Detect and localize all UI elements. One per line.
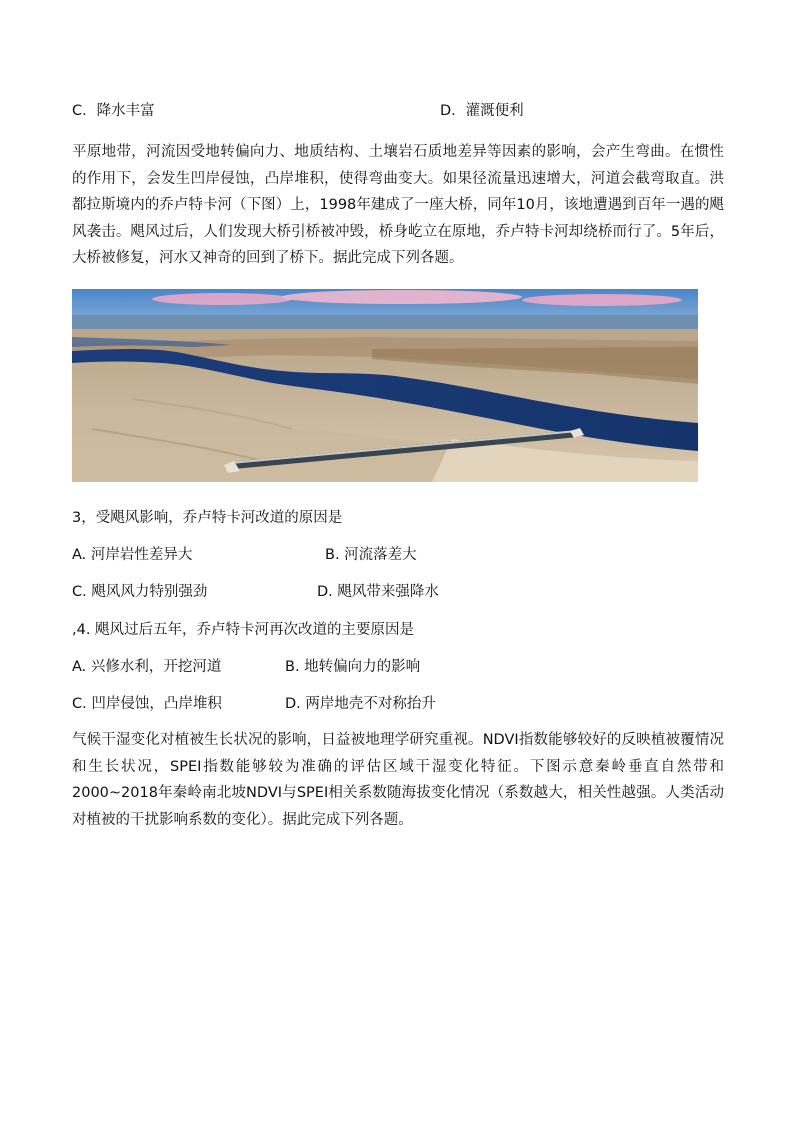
- q4-stem: ,4. 飓风过后五年，乔卢特卡河再次改道的主要原因是: [72, 622, 415, 638]
- river-bridge-photo: [72, 289, 698, 482]
- q2-option-d: D．灌溉便利: [440, 103, 524, 119]
- river-bridge-illustration: [72, 289, 698, 482]
- q4-option-c: C. 凹岸侵蚀，凸岸堆积: [72, 696, 222, 712]
- q3-option-b: B. 河流落差大: [325, 547, 417, 563]
- passage-vegetation: 气候干湿变化对植被生长状况的影响，日益被地理学研究重视。NDVI指数能够较好的反映植被覆情况和生长状况，SPEI指数能够较为准确的评估区域干湿变化特征。下图示意秦岭垂直自然带和2000~2018年秦岭南北坡NDVI与SPEI相关系数随海拔变化情况（系数越大，相关性越强。人类活动对植被的干扰影响系数的变化）。据此完成下列各题。: [72, 732, 724, 828]
- passage-river: 平原地带，河流因受地转偏向力、地质结构、土壤岩石质地差异等因素的影响，会产生弯曲。在惯性的作用下，会发生凹岸侵蚀，凸岸堆积，使得弯曲变大。如果径流量迅速增大，河道会截弯取直。洪都拉斯境内的乔卢特卡河（下图）上，1998年建成了一座大桥，同年10月，该地遭遇到百年一遇的飓风袭击。飓风过后，人们发现大桥引桥被冲毁，桥身屹立在原地，乔卢特卡河却绕桥而行了。5年后，大桥被修复，河水又神奇的回到了桥下。据此完成下列各题。: [72, 144, 724, 266]
- q3-option-a: A. 河岸岩性差异大: [72, 547, 193, 563]
- q4-option-a: A. 兴修水利，开挖河道: [72, 659, 222, 675]
- q2-option-c: C．降水丰富: [72, 103, 155, 119]
- q4-option-b: B. 地转偏向力的影响: [285, 659, 421, 675]
- q3-stem: 3，受飓风影响，乔卢特卡河改道的原因是: [72, 510, 343, 526]
- q3-option-d: D. 飓风带来强降水: [317, 584, 439, 600]
- q3-option-c: C. 飓风风力特别强劲: [72, 584, 208, 600]
- q4-option-d: D. 两岸地壳不对称抬升: [285, 696, 436, 712]
